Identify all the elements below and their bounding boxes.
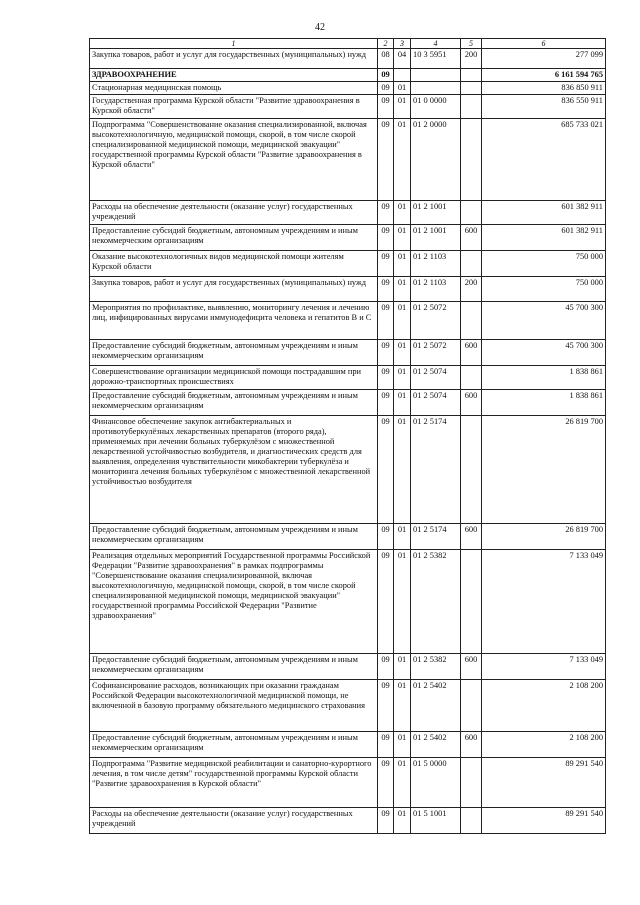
table-row xyxy=(90,654,606,680)
row-target-article-code: 01 2 1103 xyxy=(411,251,461,277)
row-target-article-code: 01 2 5382 xyxy=(411,550,461,654)
row-subsection-code: 01 xyxy=(394,82,411,95)
row-name: Расходы на обеспечение деятельности (оказание услуг) государственных учреждений xyxy=(90,808,378,834)
row-target-article-code: 01 2 5072 xyxy=(411,302,461,340)
row-section-code: 09 xyxy=(378,366,394,390)
row-target-article-code: 01 2 5402 xyxy=(411,732,461,758)
row-name: Финансовое обеспечение закупок антибактериальных и противотуберкулёзных лекарственных препаратов (второго ряда), применяемых при лечении больных туберкулёзом с множественной лекарственной устойчивостью возбудителя, и диагностических средств для выявления, определения чувствительности микобактерии туберкулёза и мониторинга лечения больных туберкулёзом с множественной лекарственной устойчивостью возбудителя xyxy=(90,416,378,524)
row-amount: 836 850 911 xyxy=(482,82,606,95)
table-row xyxy=(90,225,606,251)
row-name: ЗДРАВООХРАНЕНИЕ xyxy=(90,69,378,82)
table-row xyxy=(90,416,606,524)
row-expense-type-code: 600 xyxy=(461,732,482,758)
row-subsection-code: 01 xyxy=(394,302,411,340)
row-subsection-code: 01 xyxy=(394,95,411,119)
row-subsection-code: 01 xyxy=(394,680,411,732)
row-target-article-code: 01 2 5074 xyxy=(411,366,461,390)
row-target-article-code: 01 2 1001 xyxy=(411,225,461,251)
row-subsection-code: 01 xyxy=(394,550,411,654)
table-row xyxy=(90,758,606,808)
row-target-article-code: 01 2 5382 xyxy=(411,654,461,680)
row-expense-type-code xyxy=(461,302,482,340)
row-expense-type-code xyxy=(461,69,482,82)
header-col-4: 4 xyxy=(411,39,461,49)
table-row xyxy=(90,524,606,550)
row-name: Предоставление субсидий бюджетным, автономным учреждениям и иным некоммерческим организациям xyxy=(90,390,378,416)
header-col-5: 5 xyxy=(461,39,482,49)
header-row xyxy=(90,39,606,49)
table-row xyxy=(90,366,606,390)
header-col-6: 6 xyxy=(482,39,606,49)
row-subsection-code: 01 xyxy=(394,732,411,758)
table-row xyxy=(90,277,606,302)
row-section-code: 09 xyxy=(378,732,394,758)
table-row xyxy=(90,302,606,340)
row-subsection-code: 01 xyxy=(394,654,411,680)
row-subsection-code: 01 xyxy=(394,808,411,834)
row-section-code: 09 xyxy=(378,524,394,550)
row-amount: 89 291 540 xyxy=(482,808,606,834)
row-target-article-code: 01 2 5402 xyxy=(411,680,461,732)
row-name: Подпрограмма "Развитие медицинской реабилитации и санаторно-курортного лечения, в том числе детям" государственной программы Курской области "Развитие здравоохранения в Курской области" xyxy=(90,758,378,808)
row-amount: 26 819 700 xyxy=(482,416,606,524)
row-expense-type-code: 600 xyxy=(461,340,482,366)
row-expense-type-code xyxy=(461,82,482,95)
table-row xyxy=(90,550,606,654)
row-section-code: 09 xyxy=(378,550,394,654)
row-amount: 277 099 xyxy=(482,49,606,69)
row-target-article-code xyxy=(411,69,461,82)
row-target-article-code: 01 5 0000 xyxy=(411,758,461,808)
row-expense-type-code: 600 xyxy=(461,390,482,416)
row-amount: 45 700 300 xyxy=(482,302,606,340)
row-expense-type-code: 200 xyxy=(461,49,482,69)
header-col-2: 2 xyxy=(378,39,394,49)
row-name: Расходы на обеспечение деятельности (оказание услуг) государственных учреждений xyxy=(90,201,378,225)
row-section-code: 09 xyxy=(378,95,394,119)
row-section-code: 09 xyxy=(378,758,394,808)
table-row xyxy=(90,119,606,201)
table-row xyxy=(90,732,606,758)
row-name: Предоставление субсидий бюджетным, автономным учреждениям и иным некоммерческим организациям xyxy=(90,340,378,366)
row-subsection-code: 01 xyxy=(394,366,411,390)
row-section-code: 08 xyxy=(378,49,394,69)
row-target-article-code: 01 2 1001 xyxy=(411,201,461,225)
row-expense-type-code xyxy=(461,808,482,834)
header-col-3: 3 xyxy=(394,39,411,49)
row-target-article-code: 01 0 0000 xyxy=(411,95,461,119)
row-section-code: 09 xyxy=(378,82,394,95)
budget-table xyxy=(89,38,606,834)
row-expense-type-code xyxy=(461,416,482,524)
row-amount: 1 838 861 xyxy=(482,366,606,390)
row-name: Софинансирование расходов, возникающих при оказании гражданам Российской Федерации высокотехнологичной медицинской помощи, не включенной в базовую программу обязательного медицинского страхования xyxy=(90,680,378,732)
row-name: Предоставление субсидий бюджетным, автономным учреждениям и иным некоммерческим организациям xyxy=(90,732,378,758)
row-amount: 6 161 594 765 xyxy=(482,69,606,82)
row-expense-type-code xyxy=(461,680,482,732)
table-row xyxy=(90,69,606,82)
row-subsection-code: 01 xyxy=(394,225,411,251)
table-row xyxy=(90,82,606,95)
row-subsection-code: 01 xyxy=(394,758,411,808)
row-section-code: 09 xyxy=(378,808,394,834)
row-section-code: 09 xyxy=(378,654,394,680)
row-amount: 26 819 700 xyxy=(482,524,606,550)
row-expense-type-code: 600 xyxy=(461,225,482,251)
row-section-code: 09 xyxy=(378,390,394,416)
table-row xyxy=(90,340,606,366)
row-name: Предоставление субсидий бюджетным, автономным учреждениям и иным некоммерческим организациям xyxy=(90,654,378,680)
row-amount: 2 108 200 xyxy=(482,680,606,732)
table-body xyxy=(90,49,606,834)
row-target-article-code: 01 2 0000 xyxy=(411,119,461,201)
row-name: Совершенствование организации медицинской помощи пострадавшим при дорожно-транспортных происшествиях xyxy=(90,366,378,390)
row-name: Государственная программа Курской области "Развитие здравоохранения в Курской области" xyxy=(90,95,378,119)
row-amount: 89 291 540 xyxy=(482,758,606,808)
table-row xyxy=(90,808,606,834)
row-name: Оказание высокотехнологичных видов медицинской помощи жителям Курской области xyxy=(90,251,378,277)
table-row xyxy=(90,95,606,119)
row-amount: 7 133 049 xyxy=(482,550,606,654)
row-amount: 601 382 911 xyxy=(482,201,606,225)
row-subsection-code: 01 xyxy=(394,390,411,416)
row-target-article-code: 01 5 1001 xyxy=(411,808,461,834)
row-name: Реализация отдельных мероприятий Государственной программы Российской Федерации "Развитие здравоохранения" в рамках подпрограммы "Совершенствование оказания специализированной, включая высокотехнологичную, медицинской помощи, скорой, в том числе скорой специализированной медицинской помощи, медицинской эвакуации" государственной программы Российской Федерации "Развитие здравоохранения" xyxy=(90,550,378,654)
row-subsection-code: 01 xyxy=(394,524,411,550)
row-subsection-code: 01 xyxy=(394,340,411,366)
row-name: Закупка товаров, работ и услуг для государственных (муниципальных) нужд xyxy=(90,49,378,69)
row-section-code: 09 xyxy=(378,251,394,277)
row-amount: 7 133 049 xyxy=(482,654,606,680)
row-expense-type-code xyxy=(461,251,482,277)
row-name: Стационарная медицинская помощь xyxy=(90,82,378,95)
row-subsection-code: 01 xyxy=(394,201,411,225)
row-expense-type-code: 600 xyxy=(461,654,482,680)
row-section-code: 09 xyxy=(378,680,394,732)
row-target-article-code: 10 3 5951 xyxy=(411,49,461,69)
row-target-article-code xyxy=(411,82,461,95)
row-expense-type-code xyxy=(461,119,482,201)
row-amount: 1 838 861 xyxy=(482,390,606,416)
table-row xyxy=(90,251,606,277)
row-subsection-code: 01 xyxy=(394,119,411,201)
row-section-code: 09 xyxy=(378,201,394,225)
row-section-code: 09 xyxy=(378,416,394,524)
row-section-code: 09 xyxy=(378,119,394,201)
row-name: Закупка товаров, работ и услуг для государственных (муниципальных) нужд xyxy=(90,277,378,302)
row-subsection-code: 01 xyxy=(394,416,411,524)
row-target-article-code: 01 2 5072 xyxy=(411,340,461,366)
row-subsection-code xyxy=(394,69,411,82)
row-name: Подпрограмма "Совершенствование оказания специализированной, включая высокотехнологичную, медицинской помощи, скорой, в том числе скорой специализированной медицинской помощи, медицинской эвакуации" государственной программы Курской области "Развитие здравоохранения в Курской области" xyxy=(90,119,378,201)
row-amount: 601 382 911 xyxy=(482,225,606,251)
row-expense-type-code: 600 xyxy=(461,524,482,550)
row-expense-type-code xyxy=(461,366,482,390)
row-subsection-code: 04 xyxy=(394,49,411,69)
row-section-code: 09 xyxy=(378,340,394,366)
row-section-code: 09 xyxy=(378,302,394,340)
header-col-1: 1 xyxy=(90,39,378,49)
row-expense-type-code xyxy=(461,201,482,225)
row-subsection-code: 01 xyxy=(394,251,411,277)
row-section-code: 09 xyxy=(378,69,394,82)
row-section-code: 09 xyxy=(378,277,394,302)
row-amount: 685 733 021 xyxy=(482,119,606,201)
row-expense-type-code xyxy=(461,758,482,808)
row-expense-type-code xyxy=(461,550,482,654)
row-amount: 750 000 xyxy=(482,251,606,277)
row-target-article-code: 01 2 5174 xyxy=(411,524,461,550)
row-name: Предоставление субсидий бюджетным, автономным учреждениям и иным некоммерческим организациям xyxy=(90,225,378,251)
row-amount: 45 700 300 xyxy=(482,340,606,366)
row-expense-type-code: 200 xyxy=(461,277,482,302)
row-target-article-code: 01 2 5074 xyxy=(411,390,461,416)
row-name: Мероприятия по профилактике, выявлению, мониторингу лечения и лечению лиц, инфицированных вирусами иммунодефицита человека и гепатитов В и С xyxy=(90,302,378,340)
table-row xyxy=(90,390,606,416)
row-amount: 750 000 xyxy=(482,277,606,302)
row-expense-type-code xyxy=(461,95,482,119)
page-number: 42 xyxy=(315,22,325,33)
table-row xyxy=(90,49,606,69)
table-row xyxy=(90,680,606,732)
row-name: Предоставление субсидий бюджетным, автономным учреждениям и иным некоммерческим организациям xyxy=(90,524,378,550)
row-amount: 836 550 911 xyxy=(482,95,606,119)
row-target-article-code: 01 2 5174 xyxy=(411,416,461,524)
row-subsection-code: 01 xyxy=(394,277,411,302)
row-section-code: 09 xyxy=(378,225,394,251)
row-amount: 2 108 200 xyxy=(482,732,606,758)
table-row xyxy=(90,201,606,225)
row-target-article-code: 01 2 1103 xyxy=(411,277,461,302)
